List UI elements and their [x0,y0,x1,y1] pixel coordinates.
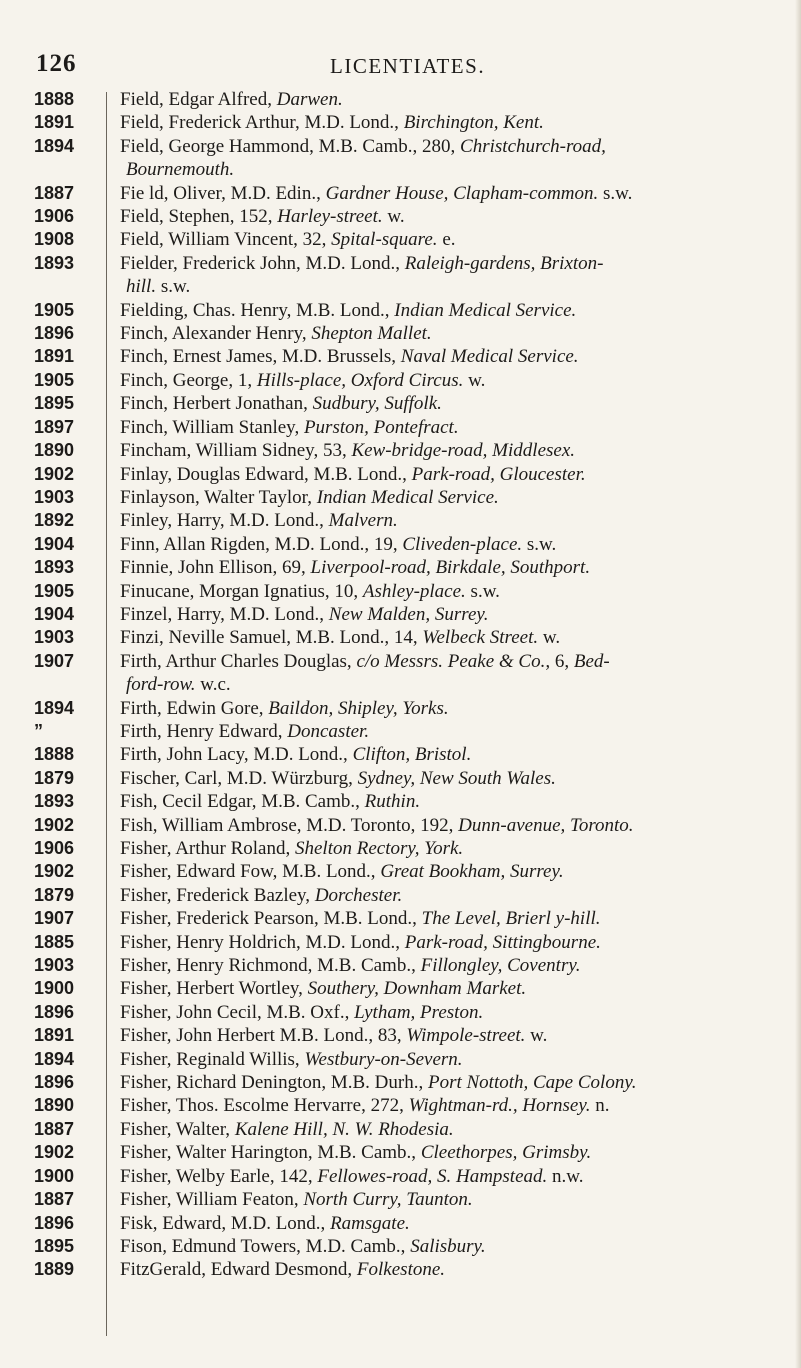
entry-district: s.w. [465,580,500,602]
entry-row [0,463,801,486]
entry-address: Clifton, Bristol. [352,744,472,766]
entry-address: Liverpool-road, Birkdale, Southport. [310,557,591,579]
entry-text [104,182,801,205]
entry-address: Dorchester. [314,884,403,906]
entry-year: 1896 [34,1212,75,1233]
entry-year: 1900 [34,978,75,999]
entry-year: 1887 [34,182,75,203]
entry-row [0,345,801,368]
entry-name: Fisher, Edward Fow, M.B. Lond., [120,861,381,883]
entry-year: 1893 [34,791,75,812]
entry-name: Fisher, Henry Holdrich, M.D. Lond., [120,931,405,953]
entry-year: 1895 [34,1235,75,1256]
entry-year: 1902 [34,861,75,882]
entry-name: Fie ld, Oliver, M.D. Edin., [120,182,326,204]
entry-name: Finzi, Neville Samuel, M.B. Lond., 14, [120,627,423,649]
entry-name: Finnie, John Ellison, 69, [120,557,311,579]
running-title: LICENTIATES. [330,54,486,78]
entry-name: Field, Edgar Alfred, [120,89,277,110]
entry-row [0,299,801,322]
entry-text [104,743,801,766]
entry-text [104,392,801,415]
page-header [0,50,801,84]
entry-year: 1904 [34,533,75,554]
entry-year: 1903 [34,627,75,648]
entry-address: The Level, Brierl y-hill. [421,908,601,930]
entry-text [104,907,801,930]
entry-text [104,252,801,275]
entry-text [104,556,801,579]
entry-text [104,158,801,181]
entry-address: Shepton Mallet. [311,323,432,345]
entry-text [104,111,801,134]
entry-name: Fison, Edmund Towers, M.D. Camb., [120,1235,411,1257]
entry-name: Finch, Alexander Henry, [120,323,312,345]
entry-year: 1897 [34,416,75,437]
entry-text [104,416,801,439]
entry-name: Fisher, Reginald Willis, [120,1048,305,1070]
entry-row [0,228,801,251]
entry-text [104,1235,801,1258]
entry-row [0,439,801,462]
entry-district: e. [437,229,456,251]
entry-row [0,1024,801,1047]
entry-text [104,931,801,954]
entry-year: 1893 [34,252,75,273]
entry-address: Lytham, Preston. [354,1001,484,1023]
entry-year: 1902 [34,463,75,484]
entry-address: Indian Medical Service. [316,486,499,508]
entry-address: hill. [126,276,157,298]
entry-text [104,1094,801,1117]
entry-year: 1896 [34,1072,75,1093]
entry-year: 1891 [34,346,75,367]
entry-row [0,790,801,813]
entry-text [104,228,801,251]
entry-text [104,345,801,368]
entry-year: 1888 [34,744,75,765]
entry-year: 1892 [34,510,75,531]
entry-text [104,1212,801,1235]
entry-text [104,1258,801,1281]
entry-name: Fischer, Carl, M.D. Würzburg, [120,767,358,789]
entry-text [104,814,801,837]
entry-row [0,884,801,907]
entry-year: 1895 [34,393,75,414]
entry-text [104,322,801,345]
entry-address: Fillongley, Coventry. [420,955,581,977]
entry-district: w. [525,1025,548,1047]
entry-year: 1894 [34,135,75,156]
entry-address: Baildon, Shipley, Yorks. [268,697,449,719]
entry-name: Firth, John Lacy, M.D. Lond., [120,744,353,766]
entry-address: Bournemouth. [126,159,235,181]
entry-name: Field, George Hammond, M.B. Camb., 280, [120,135,461,157]
entry-district: w. [382,206,405,228]
entry-text [104,626,801,649]
entry-text [104,977,801,1000]
entry-address: Spital-square. [331,229,438,251]
entry-name: Fisher, Arthur Roland, [120,838,295,859]
entry-name: Finucane, Morgan Ignatius, 10, [120,580,363,602]
entry-name: Fisher, John Cecil, M.B. Oxf., [120,1001,355,1023]
entry-name: Field, Frederick Arthur, M.D. Lond., [120,112,404,134]
entry-name: Finlay, Douglas Edward, M.B. Lond., [120,463,412,485]
entry-year: 1887 [34,1118,75,1139]
entry-row [0,743,801,766]
entry-name: Fisher, Herbert Wortley, [120,978,308,1000]
entry-year: 1902 [34,814,75,835]
entry-name: Fisher, Walter Harington, M.B. Camb., [120,1142,421,1164]
entry-district: n. [590,1095,610,1117]
entry-text [104,205,801,228]
entry-text [104,275,801,298]
entry-address: Naval Medical Service. [400,346,579,368]
entry-address: Park-road, Sittingbourne. [404,931,601,953]
entry-district: s.w. [522,533,557,555]
entry-year: 1906 [34,206,75,227]
entry-text [104,837,801,860]
entry-name: Field, Stephen, 152, [120,206,278,228]
entry-address: Wightman-rd., Hornsey. [408,1095,591,1117]
entry-row [0,814,801,837]
entry-address: Kew-bridge-road, Middlesex. [351,440,576,462]
entry-address: Harley-street. [277,206,383,228]
entry-year: 1906 [34,838,75,858]
entry-continuation-row [0,275,801,298]
entry-name: Finlayson, Walter Taylor, [120,486,317,508]
entry-address: Folkestone. [356,1259,446,1281]
entry-year: 1903 [34,955,75,976]
entry-address: Gardner House, Clapham-common. [325,182,599,204]
entry-text [104,860,801,883]
entry-year: 1894 [34,697,75,718]
entry-year: 1891 [34,112,75,133]
entry-name: Firth, Edwin Gore, [120,697,269,719]
entry-address: Sydney, New South Wales. [357,767,556,789]
entry-name: Fisher, Welby Earle, 142, [120,1165,318,1187]
entry-year: 1905 [34,580,75,601]
entry-text [104,1024,801,1047]
entry-year: 1908 [34,229,75,250]
entry-text [104,1118,801,1141]
entry-name: Finch, George, 1, [120,369,257,391]
entry-row [0,1188,801,1211]
entry-text [104,580,801,603]
entry-district: s.w. [156,276,191,298]
entry-row [0,580,801,603]
entry-row [0,1118,801,1141]
entry-year: 1879 [34,767,75,788]
entry-name: Finley, Harry, M.D. Lond., [120,510,329,532]
entry-row [0,1212,801,1235]
entry-address: Port Nottoth, Cape Colony. [427,1072,637,1094]
entry-text [104,1165,801,1188]
entry-text [104,135,801,158]
entry-address: Sudbury, Suffolk. [312,393,442,415]
entry-district: w.c. [195,674,231,696]
entry-text [104,369,801,392]
entry-name: Field, William Vincent, 32, [120,229,332,251]
entry-year: 1887 [34,1189,75,1210]
entry-text [104,88,801,111]
entry-name: Fisher, John Herbert M.B. Lond., 83, [120,1025,407,1047]
page-edge-shadow [795,0,801,1368]
entry-address: Salisbury. [410,1235,486,1257]
entry-address: Dunn-avenue, Toronto. [458,814,634,836]
entry-text [104,1071,801,1094]
entry-address: Purston, Pontefract. [303,416,459,438]
entry-row [0,556,801,579]
entry-row [0,416,801,439]
entry-row [0,1071,801,1094]
entry-row [0,767,801,790]
entry-year: 1888 [34,89,75,109]
entry-address: Kalene Hill, N. W. Rhodesia. [234,1118,454,1140]
entry-text [104,1141,801,1164]
entry-row [0,907,801,930]
entry-year: 1905 [34,369,75,390]
entry-row [0,486,801,509]
entry-name: Fish, Cecil Edgar, M.B. Camb., [120,791,365,813]
entry-name: Finch, Ernest James, M.D. Brussels, [120,346,401,368]
entry-text [104,954,801,977]
entry-address: Bed- [573,650,610,672]
entry-text [104,533,801,556]
entry-name: Fish, William Ambrose, M.D. Toronto, 192, [120,814,459,836]
entry-text [104,486,801,509]
entry-text [104,603,801,626]
entry-row [0,205,801,228]
entry-name: Fielding, Chas. Henry, M.B. Lond., [120,299,395,321]
entry-year: 1894 [34,1048,75,1069]
entry-row [0,1094,801,1117]
entry-row [0,626,801,649]
entry-row [0,1141,801,1164]
entry-text [104,463,801,486]
entry-row [0,720,801,743]
entry-name: Fisher, Walter, [120,1118,235,1140]
entry-row [0,1258,801,1281]
entry-year: 1893 [34,557,75,578]
entry-row [0,322,801,345]
entry-name: Finch, Herbert Jonathan, [120,393,313,415]
entry-district: s.w. [598,182,633,204]
entry-address: Ramsgate. [330,1212,410,1234]
entry-address: Ashley-place. [362,580,466,602]
entry-row [0,135,801,158]
entry-row [0,931,801,954]
entry-name: Finzel, Harry, M.D. Lond., [120,603,329,625]
entry-row [0,1001,801,1024]
entry-name: Fisher, William Featon, [120,1189,304,1211]
entry-address: Raleigh-gardens, Brixton- [404,252,604,274]
entry-year: 1907 [34,908,75,929]
entry-district: 6, [550,650,574,672]
entry-text [104,790,801,813]
entry-year: 1889 [34,1259,75,1280]
entry-year: 1890 [34,440,75,461]
entry-text [104,1048,801,1071]
entry-name: Fisher, Henry Richmond, M.B. Camb., [120,955,421,977]
licentiate-list [0,88,801,1282]
entry-year: 1902 [34,1142,75,1163]
entry-address: Hills-place, Oxford Circus. [256,369,464,391]
entry-district: w. [538,627,561,649]
entry-row [0,1165,801,1188]
entry-row [0,111,801,134]
entry-year: 1904 [34,603,75,624]
entry-row [0,369,801,392]
entry-year: 1905 [34,299,75,320]
entry-name: Fisher, Thos. Escolme Hervarre, 272, [120,1095,409,1117]
entry-district: w. [463,369,486,391]
entry-address: Ruthin. [364,791,421,813]
entry-text [104,767,801,790]
entry-continuation-row [0,158,801,181]
entry-year: 1900 [34,1165,75,1186]
entry-row [0,837,801,860]
entry-address: Cliveden-place. [402,533,523,555]
entry-address: Wimpole-street. [406,1025,526,1047]
entry-row [0,954,801,977]
entry-row [0,860,801,883]
entry-year: 1896 [34,1001,75,1022]
entry-year: 1885 [34,931,75,952]
entry-name: Fisk, Edward, M.D. Lond., [120,1212,331,1234]
entry-district: n.w. [547,1165,584,1187]
entry-row [0,509,801,532]
entry-address: Westbury-on-Severn. [304,1048,463,1070]
entry-text [104,720,801,743]
entry-name: Finch, William Stanley, [120,416,304,438]
entry-address: Shelton Rectory, York. [294,838,464,859]
entry-year: 1896 [34,323,75,344]
entry-name: Firth, Henry Edward, [120,720,288,742]
entry-address: Welbeck Street. [422,627,539,649]
entry-name: Fisher, Frederick Pearson, M.B. Lond., [120,908,422,930]
entry-address: Birchington, Kent. [403,112,544,134]
entry-name: Fielder, Frederick John, M.D. Lond., [120,252,405,274]
entry-year: 1890 [34,1095,75,1116]
entry-name: Firth, Arthur Charles Douglas, [120,650,357,672]
entry-row [0,1048,801,1071]
entry-address: Darwen. [276,89,343,110]
entry-text [104,673,801,696]
entry-address: Malvern. [328,510,398,532]
entry-text [104,1188,801,1211]
entry-year: 1907 [34,650,75,671]
entry-row [0,650,801,673]
entry-row [0,603,801,626]
entry-name: Fisher, Richard Denington, M.B. Durh., [120,1072,428,1094]
entry-address: Indian Medical Service. [394,299,577,321]
entry-text [104,299,801,322]
entry-row [0,392,801,415]
entry-address: Park-road, Gloucester. [411,463,586,485]
entry-row [0,1235,801,1258]
entry-text [104,439,801,462]
entry-address: Great Bookham, Surrey. [380,861,564,883]
page-number: 126 [36,50,77,77]
entry-row [0,182,801,205]
entry-name: Fisher, Frederick Bazley, [120,884,315,906]
entry-row [0,252,801,275]
entry-text [104,884,801,907]
entry-address: North Curry, Taunton. [303,1189,473,1211]
entry-address: Doncaster. [287,720,370,742]
entry-address: Cleethorpes, Grimsby. [420,1142,592,1164]
entry-text [104,650,801,673]
entry-row [0,88,801,111]
entry-year: ” [34,720,43,741]
entry-text [104,509,801,532]
entry-row [0,697,801,720]
entry-row [0,533,801,556]
entry-text [104,697,801,720]
entry-address: Christchurch-road, [460,135,606,157]
entry-address: c/o Messrs. Peake & Co., [356,650,551,672]
entry-address: Southery, Downham Market. [307,978,527,1000]
entry-name: Finn, Allan Rigden, M.D. Lond., 19, [120,533,403,555]
entry-address: New Malden, Surrey. [328,603,489,625]
entry-year: 1879 [34,884,75,905]
entry-address: Fellowes-road, S. Hampstead. [317,1165,548,1187]
entry-row [0,977,801,1000]
entry-text [104,1001,801,1024]
entry-name: FitzGerald, Edward Desmond, [120,1259,357,1281]
entry-address: ford-row. [126,674,196,696]
entry-year: 1891 [34,1025,75,1046]
entry-continuation-row [0,673,801,696]
entry-name: Fincham, William Sidney, 53, [120,440,352,462]
entry-year: 1903 [34,486,75,507]
